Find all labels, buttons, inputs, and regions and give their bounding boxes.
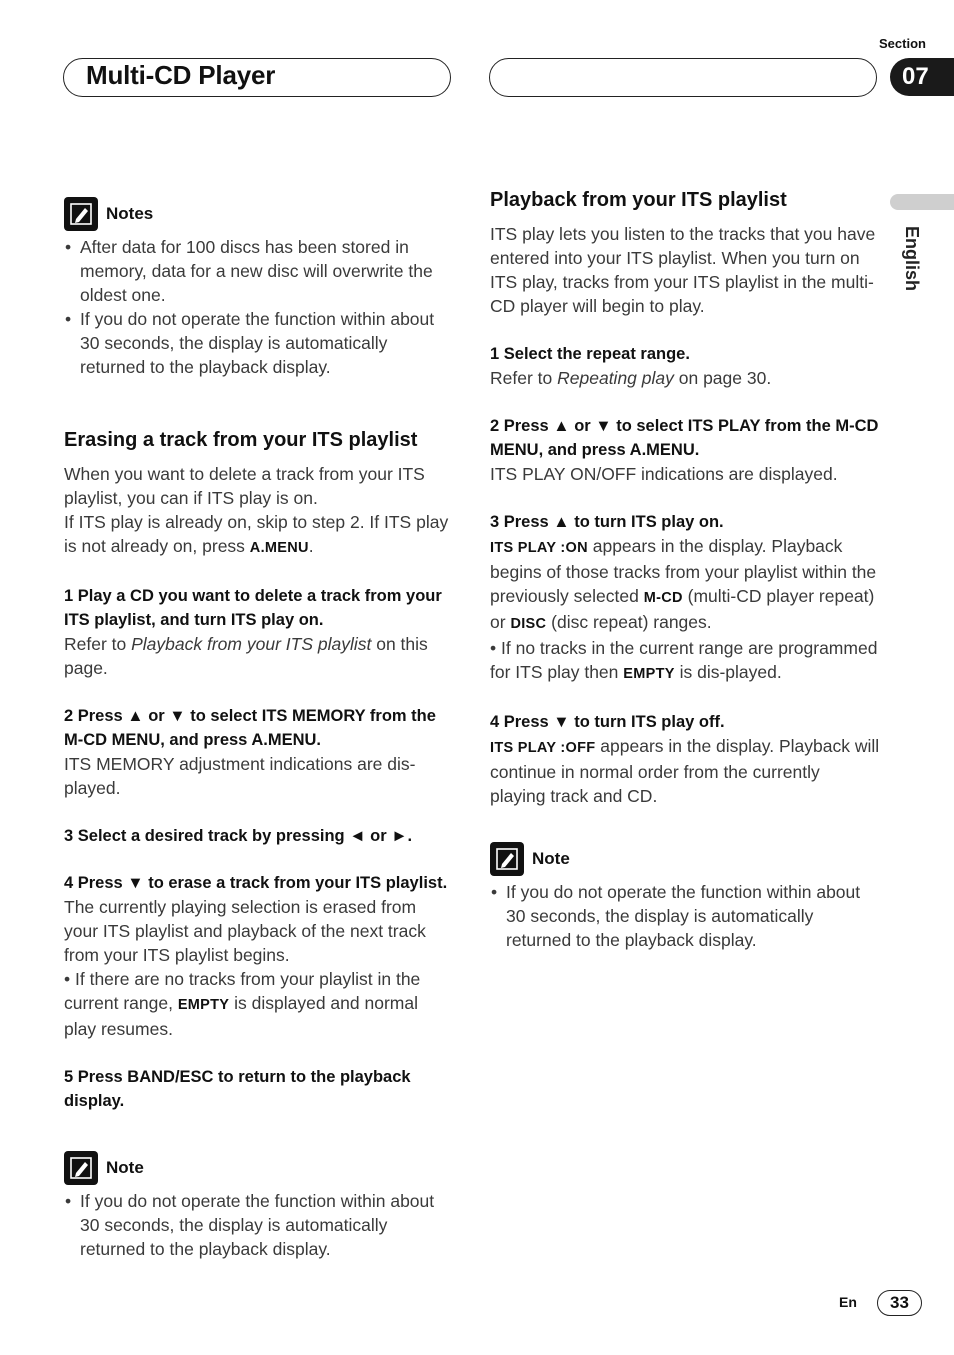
erase-intro-2 <box>64 510 454 560</box>
empty-indicator: EMPTY <box>177 997 230 1013</box>
note-heading <box>490 842 880 876</box>
a-menu-key: A.MENU <box>249 540 309 556</box>
note-heading-text: Note <box>532 849 570 868</box>
page-title: Multi-CD Player <box>86 60 276 90</box>
playback-step-1-end: on page 30. <box>673 368 772 388</box>
list-item: • If you do not operate the function within about 30 seconds, the display is automatically returned to the playback display. <box>64 1189 454 1261</box>
erase-step-1-text: Refer to <box>64 634 132 654</box>
playback-step-4-body <box>490 734 880 808</box>
left-column <box>64 197 454 1261</box>
language-tab <box>890 194 954 210</box>
playback-step-1-ref: Repeating play <box>557 368 674 388</box>
erase-step-4-title: 4 Press ▼ to erase a track from your ITS playlist. <box>64 874 448 892</box>
disc-indicator: DISC <box>510 616 547 632</box>
playback-step-3-end: (disc repeat) ranges. <box>546 612 712 632</box>
playback-step-2-title: 2 Press ▲ or ▼ to select ITS PLAY from the M-CD MENU, and press A.MENU. <box>490 417 879 459</box>
playback-step-3-bullet-text: If no tracks in the current range are programmed for ITS play then <box>490 638 878 682</box>
playback-intro: ITS play lets you listen to the tracks that you have entered into your ITS playlist. When you turn on ITS play, tracks from your ITS playlist in the multi-CD player will begin to play. <box>490 224 876 316</box>
erase-step-4-bullet: • If there are no tracks from your playlist in the current range, EMPTY is displayed and normal play resumes. <box>64 969 421 1039</box>
section-label: Section <box>879 36 926 51</box>
pencil-note-icon <box>64 197 98 231</box>
right-column <box>490 187 880 952</box>
playback-step-4-title: 4 Press ▼ to turn ITS play off. <box>490 713 725 731</box>
pencil-note-icon <box>490 842 524 876</box>
section-number: 07 <box>890 58 954 96</box>
erase-step-4-body: The currently playing selection is erased from your ITS playlist and playback of the next track from your ITS playlist begins. <box>64 897 426 965</box>
header-empty-frame <box>489 58 877 97</box>
playback-step-3-bullet-end: is dis-played. <box>674 662 782 682</box>
pencil-note-icon <box>64 1151 98 1185</box>
erase-step-1-ref: Playback from your ITS playlist <box>131 634 372 654</box>
m-cd-indicator: M-CD <box>643 590 683 606</box>
list-item: • After data for 100 discs has been stored in memory, data for a new disc will overwrite the oldest one. <box>64 235 454 307</box>
erase-intro-1: When you want to delete a track from your ITS playlist, you can if ITS play is on. <box>64 464 425 508</box>
erase-heading: Erasing a track from your ITS playlist <box>64 429 418 451</box>
erase-step-5-title: 5 Press BAND/ESC to return to the playback display. <box>64 1068 411 1110</box>
note-heading-text: Note <box>106 1158 144 1177</box>
language-label: English <box>902 226 922 292</box>
playback-step-1-text: Refer to <box>490 368 558 388</box>
its-play-on-indicator: ITS PLAY :ON <box>490 540 588 556</box>
notes-heading-text: Notes <box>106 204 154 223</box>
notes-heading <box>64 197 454 231</box>
erase-step-1-end: on this page. <box>64 634 428 678</box>
playback-step-1-body <box>490 366 880 390</box>
erase-step-1-body <box>64 632 454 680</box>
playback-step-3-title: 3 Press ▲ to turn ITS play on. <box>490 513 724 531</box>
list-item: • If you do not operate the function within about 30 seconds, the display is automatically returned to the playback display. <box>64 307 454 379</box>
erase-step-2-body: ITS MEMORY adjustment indications are dis-played. <box>64 754 416 798</box>
erase-intro-2-text: If ITS play is already on, skip to step 2. If ITS play is not already on, press <box>64 512 449 556</box>
playback-step-3-text-2: (multi-CD player repeat) or <box>490 586 875 632</box>
page-number: 33 <box>877 1290 922 1316</box>
note-heading <box>64 1151 454 1185</box>
playback-step-3-bullet: • If no tracks in the current range are programmed for ITS play then EMPTY is dis-played. <box>490 638 878 682</box>
playback-step-3-text: appears in the display. Playback begins of those tracks from your playlist within the previously selected <box>490 536 877 606</box>
playback-step-4-text: appears in the display. Playback will continue in normal order from the currently playing track and CD. <box>490 736 880 806</box>
playback-step-1-title: 1 Select the repeat range. <box>490 345 690 363</box>
erase-step-2-title: 2 Press ▲ or ▼ to select ITS MEMORY from the M-CD MENU, and press A.MENU. <box>64 707 436 749</box>
erase-step-4-bullet-text: If there are no tracks from your playlist in the current range, <box>64 969 421 1013</box>
playback-heading: Playback from your ITS playlist <box>490 189 787 211</box>
erase-step-1-title: 1 Play a CD you want to delete a track from your ITS playlist, and turn ITS play on. <box>64 587 442 629</box>
list-item: • If you do not operate the function within about 30 seconds, the display is automatically returned to the playback display. <box>490 880 880 952</box>
erase-step-3-title: 3 Select a desired track by pressing ◄ or ►. <box>64 827 413 845</box>
playback-step-2-body: ITS PLAY ON/OFF indications are displayed. <box>490 464 838 484</box>
footer-language-code: En <box>839 1294 857 1310</box>
erase-intro-2-end: . <box>308 536 314 556</box>
empty-indicator: EMPTY <box>623 666 675 682</box>
its-play-off-indicator: ITS PLAY :OFF <box>490 740 596 756</box>
playback-step-3-body <box>490 534 880 636</box>
erase-step-4-bullet-end: is displayed and normal play resumes. <box>64 993 418 1039</box>
